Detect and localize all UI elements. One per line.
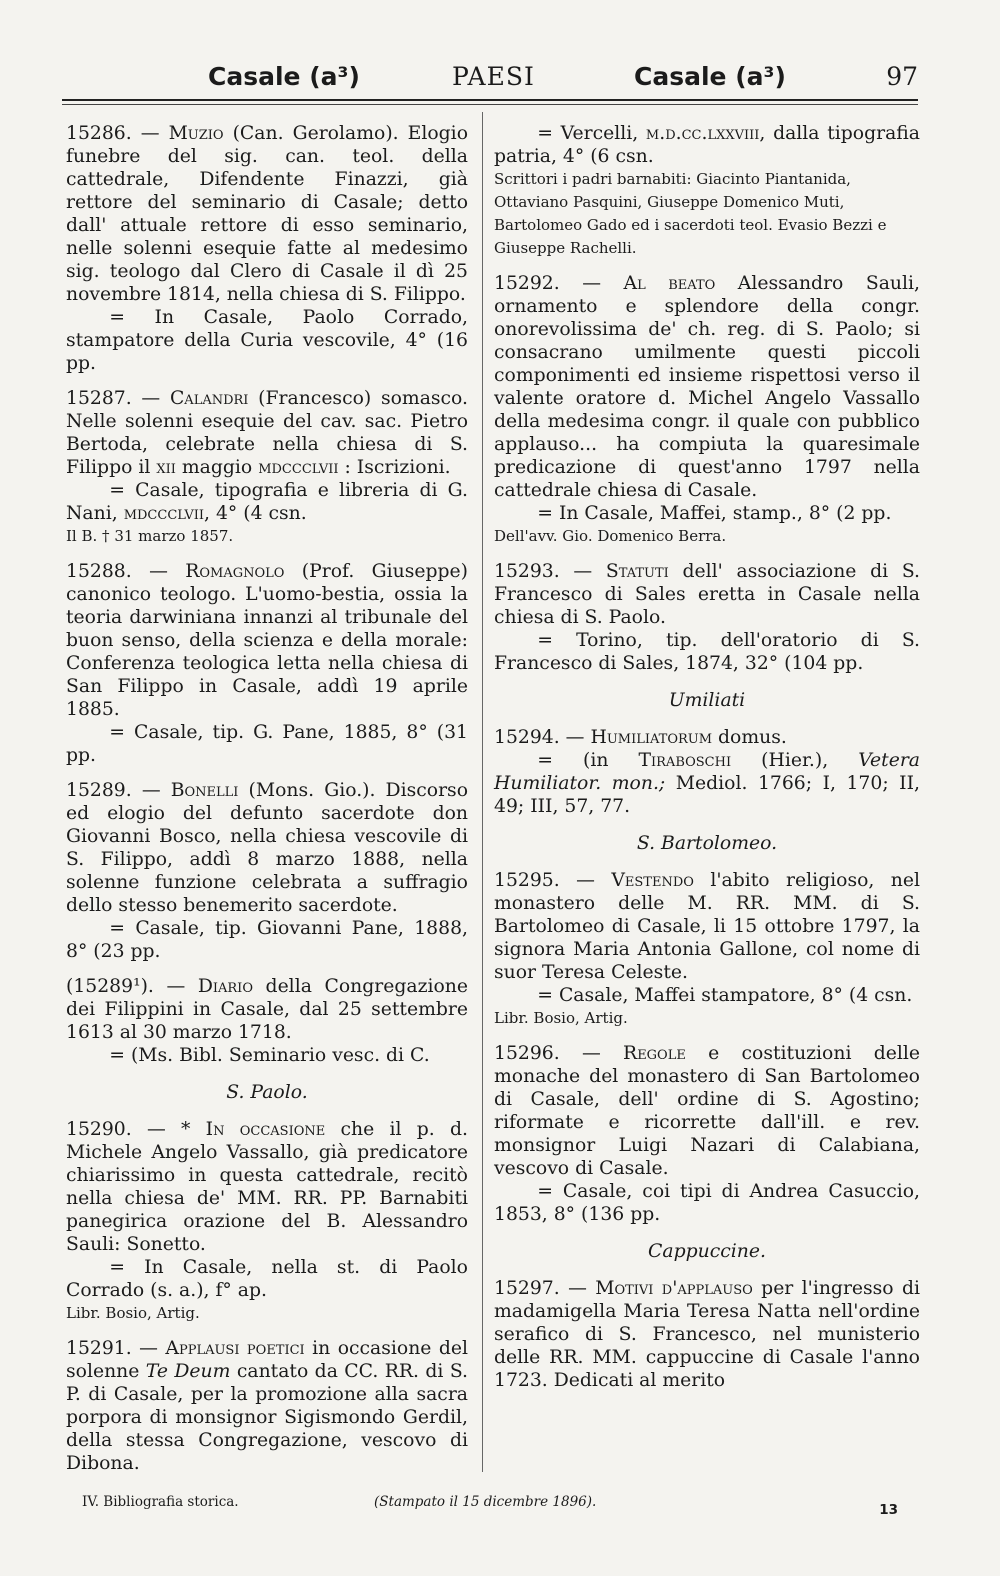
header-center-title: PAESI [452, 62, 535, 91]
entry-imprint: = Casale, Maffei stampatore, 8° (4 csn. [537, 985, 913, 1006]
section-heading-cappuccine: Cappuccine. [648, 1241, 766, 1262]
entry-body: dell' associazione di S. Francesco di Sales eretta in Casale nella chiesa di S. Paolo. [494, 561, 920, 628]
entry-number: (15289¹). — [66, 976, 198, 997]
entry-body: della Congregazione dei Filippini in Casale, dal 25 settembre 1613 al 30 marzo 1718. [66, 976, 468, 1043]
entry-15293 [494, 560, 920, 675]
header-rule-thick [62, 99, 918, 101]
entry-imprint: = In Casale, nella st. di Paolo Corrado (s. a.), f° ap. [66, 1257, 468, 1301]
entry-body-tail: : Iscrizioni. [338, 457, 451, 478]
entry-15287 [66, 387, 468, 548]
entry-15292 [494, 272, 920, 548]
footer-print-date: (Stampato il 15 dicembre 1896). [374, 1494, 597, 1510]
entry-author: Muzio [168, 123, 224, 144]
entry-author: Bonelli [170, 780, 239, 801]
entry-body: domus. [712, 727, 787, 748]
entry-15295 [494, 869, 920, 1030]
entry-body: (Can. Gerolamo). Elogio funebre del sig. can. teol. della cattedrale, Difendente Finazzi, già rettore del seminario di Casale; detto dall' attuale rettore di esso seminario, nelle solenni esequie fatte al medesimo sig. teologo dal Clero di Casale il dì 25 novembre 1814, nella chiesa di S. Filippo. [66, 123, 468, 305]
entry-note: Il B. † 31 marzo 1857. [66, 527, 234, 545]
entry-imprint: = Vercelli, m.d.cc.lxxviii, dalla tipografia patria, 4° (6 csn. [494, 123, 920, 167]
section-heading-s-bartolomeo: S. Bartolomeo. [636, 833, 778, 854]
entry-imprint: = (in Tiraboschi (Hier.), Vetera Humiliator. mon.; Mediol. 1766; I, 170; II, 49; III, 57, 77. [494, 750, 920, 817]
entry-number: 15295. — [494, 870, 612, 891]
entry-author: Romagnolo [185, 561, 285, 582]
entry-15289-1 [66, 975, 468, 1067]
entry-author: Motivi d'applauso [595, 1278, 753, 1299]
entry-body: e costituzioni delle monache del monastero di San Bartolomeo di Casale, dell' ordine di S. Agostino; riformate e ricorrette dall'ill. e rev. monsignor Luigi Nazari di Calabiana, vescovo di Casale. [494, 1043, 921, 1179]
entry-imprint: = In Casale, Maffei, stamp., 8° (2 pp. [537, 503, 892, 524]
right-column [494, 122, 920, 1404]
page-number: 97 [886, 62, 918, 91]
page-footer [82, 1494, 918, 1518]
entry-15294 [494, 726, 920, 818]
entry-roman-year: mdccclvii [258, 457, 339, 478]
entry-number: 15286. — [66, 123, 169, 144]
entry-number: 15296. — [494, 1043, 624, 1064]
entry-imprint: = Casale, tip. G. Pane, 1885, 8° (31 pp. [66, 722, 468, 766]
entry-note: Scrittori i padri barnabiti: Giacinto Piantanida, Ottaviano Pasquini, Giuseppe Domenico Muti, Bartolomeo Gado ed i sacerdoti teol. Evasio Bezzi e Giuseppe Rachelli. [494, 170, 887, 257]
entry-note: Libr. Bosio, Artig. [66, 1304, 200, 1322]
entry-body: (Prof. Giuseppe) canonico teologo. L'uomo-bestia, ossia la teoria darwiniana innanzi al tribunale del buon senso, della scienza e della morale: Conferenza teologica letta nella chiesa di San Filippo in Casale, addì 19 aprile 1885. [66, 561, 468, 720]
entry-imprint: = Casale, coi tipi di Andrea Casuccio, 1853, 8° (136 pp. [494, 1181, 920, 1225]
entry-imprint: = Casale, tip. Giovanni Pane, 1888, 8° (23 pp. [66, 918, 468, 962]
entry-number: 15291. — [66, 1338, 166, 1359]
entry-imprint: = (Ms. Bibl. Seminario vesc. di C. [109, 1045, 430, 1066]
entry-number: 15294. — [494, 727, 591, 748]
section-heading-s-paolo: S. Paolo. [226, 1082, 308, 1103]
header-left-title: Casale (a³) [208, 62, 360, 91]
entry-number: 15289. — [66, 780, 171, 801]
entry-imprint: = Torino, tip. dell'oratorio di S. Francesco di Sales, 1874, 32° (104 pp. [494, 630, 920, 674]
entry-author: Humiliatorum [590, 727, 713, 748]
entry-body-mid: maggio [175, 457, 259, 478]
entry-15291-continued [494, 122, 920, 260]
entry-author: Diario [197, 976, 253, 997]
entry-15288 [66, 560, 468, 767]
entry-author: Regole [623, 1043, 686, 1064]
entry-body: per l'ingresso di madamigella Maria Teresa Natta nell'ordine serafico di S. Francesco, nel munisterio delle RR. MM. cappuccine di Casale l'anno 1723. Dedicati al merito [494, 1278, 921, 1391]
entry-number: 15297. — [494, 1278, 596, 1299]
entry-number: 15290. — * [66, 1119, 206, 1140]
footer-series-title: IV. Bibliografia storica. [82, 1494, 239, 1510]
entry-body: in occasione del solenne [66, 1338, 468, 1382]
entry-author: In occasione [205, 1119, 326, 1140]
entry-number: 15288. — [66, 561, 186, 582]
entry-15286 [66, 122, 468, 375]
entry-number: 15287. — [66, 388, 170, 409]
entry-note: Libr. Bosio, Artig. [494, 1009, 628, 1027]
entry-imprint: = Casale, tipografia e libreria di G. Nani, mdccclvii, 4° (4 csn. [66, 480, 468, 524]
entry-author: Statuti [605, 561, 669, 582]
running-header [60, 58, 918, 98]
entry-15296 [494, 1042, 920, 1226]
entry-body: (Francesco) somasco. Nelle solenni esequie del cav. sac. Pietro Bertoda, celebrate nella chiesa di S. Filippo il [66, 388, 468, 478]
entry-author: Al beato [623, 273, 716, 294]
entry-body-tail: cantato da CC. RR. di S. P. di Casale, per la promozione alla sacra porpora di monsignor Sigismondo Gerdil, della stessa Congregazione, vescovo di Dibona. [66, 1361, 468, 1474]
entry-15289 [66, 779, 468, 963]
column-divider [482, 112, 483, 1472]
entry-body: (Mons. Gio.). Discorso ed elogio del defunto sacerdote don Giovanni Bosco, nella chiesa vescovile di S. Filippo, addì 8 marzo 1888, nella solenne funzione celebrata a suffragio dello stesso benemerito sacerdote. [66, 780, 469, 916]
entry-number: 15292. — [494, 273, 624, 294]
entry-number: 15293. — [494, 561, 606, 582]
entry-15290 [66, 1118, 468, 1325]
header-rule-thin [62, 104, 918, 105]
entry-imprint: = In Casale, Paolo Corrado, stampatore della Curia vescovile, 4° (16 pp. [66, 307, 468, 374]
entry-author: Applausi poetici [165, 1338, 305, 1359]
header-right-title: Casale (a³) [634, 62, 786, 91]
entry-body: l'abito religioso, nel monastero delle M. RR. MM. di S. Bartolomeo di Casale, li 15 ottobre 1797, la signora Maria Antonia Gallone, col nome di suor Teresa Celeste. [494, 870, 920, 983]
entry-body: Alessandro Sauli, ornamento e splendore della congr. onorevolissima de' ch. reg. di S. Paolo; si consacrano umilmente questi piccoli componimenti ed insieme rispettosi verso il valente oratore d. Michel Angelo Vassallo della medesima congr. il quale con pubblico applauso... ha compiuta la quaresimale predicazione di quest'anno 1797 nella cattedrale chiesa di Casale. [494, 273, 921, 501]
left-column [66, 122, 468, 1487]
entry-body: che il p. d. Michele Angelo Vassallo, già predicatore chiarissimo in questa cattedrale, recitò nella chiesa de' MM. RR. PP. Barnabiti panegirica orazione del B. Alessandro Sauli: Sonetto. [66, 1119, 468, 1255]
entry-15297 [494, 1277, 920, 1392]
entry-note: Dell'avv. Gio. Domenico Berra. [494, 527, 727, 545]
entry-author: Vestendo [611, 870, 694, 891]
entry-body-italic: Te Deum [145, 1361, 231, 1382]
entry-roman-day: xii [156, 457, 176, 478]
entry-15291 [66, 1337, 468, 1475]
entry-author: Calandri [169, 388, 249, 409]
section-heading-umiliati: Umiliati [668, 690, 746, 711]
footer-signature-mark: 13 [879, 1502, 898, 1518]
